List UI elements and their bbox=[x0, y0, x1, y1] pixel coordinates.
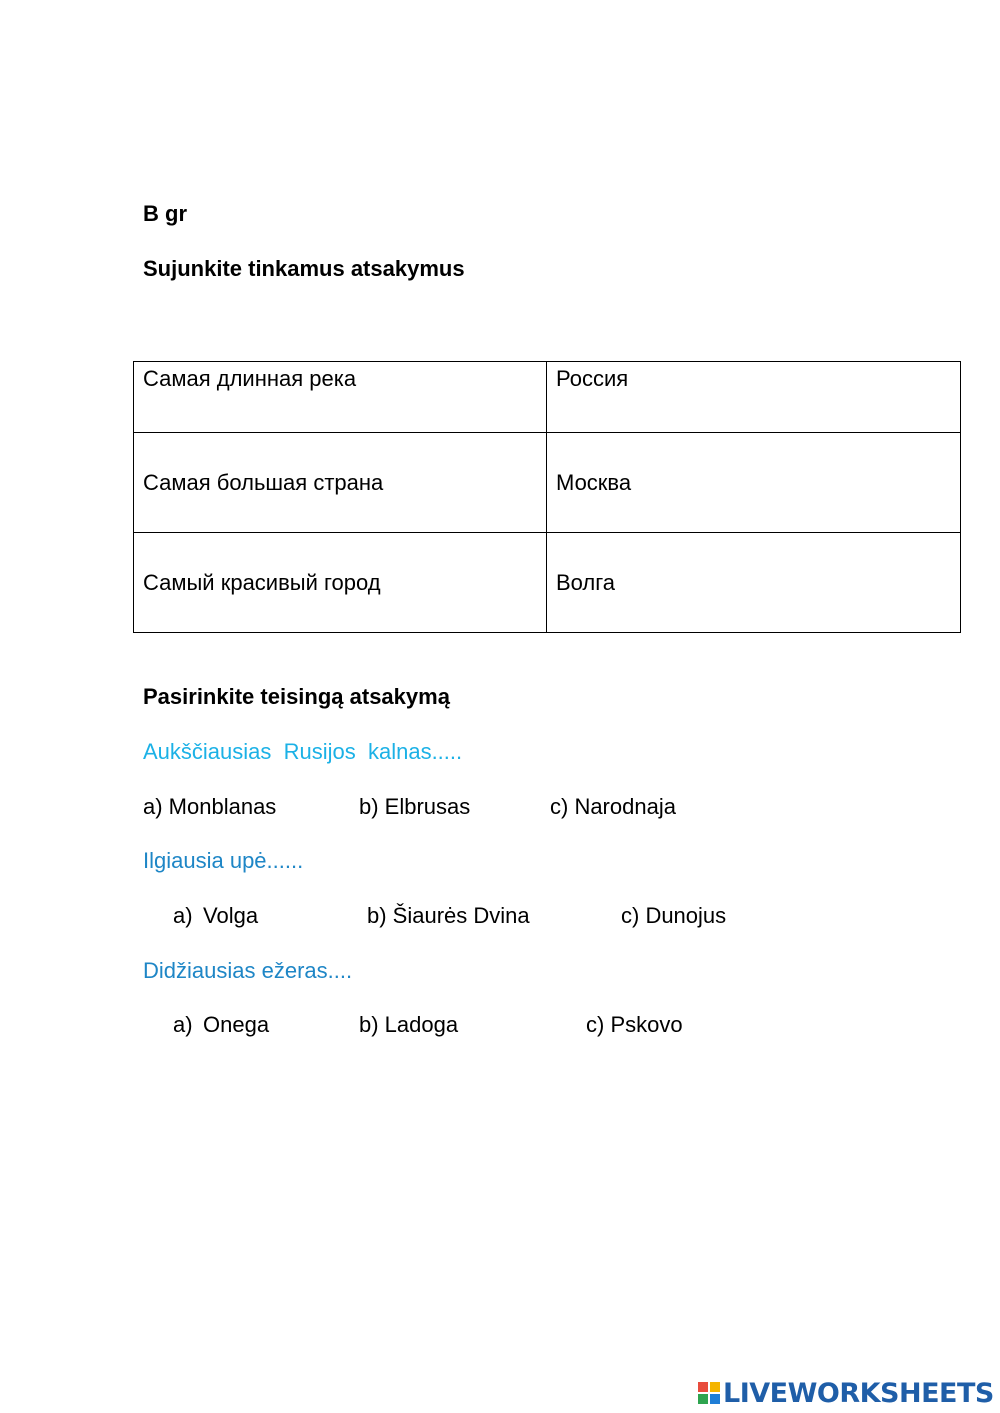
match-right-cell[interactable]: Россия bbox=[547, 362, 961, 433]
matching-task-title: Sujunkite tinkamus atsakymus bbox=[143, 256, 465, 281]
question-2: Ilgiausia upė...... bbox=[143, 848, 304, 873]
match-left-cell[interactable]: Самая большая страна bbox=[134, 433, 547, 533]
question-2-option-a[interactable]: Volga bbox=[203, 903, 259, 928]
liveworksheets-logo bbox=[698, 1378, 994, 1408]
question-1: Aukščiausias Rusijos kalnas..... bbox=[143, 739, 463, 764]
question-2-option-a-marker: a) bbox=[173, 903, 193, 928]
question-2-option-b[interactable]: b) Šiaurės Dvina bbox=[367, 903, 530, 928]
table-row bbox=[134, 533, 961, 633]
group-label: B gr bbox=[143, 201, 187, 226]
match-right-cell[interactable]: Москва bbox=[547, 433, 961, 533]
question-1-option-a[interactable]: a) Monblanas bbox=[143, 794, 277, 819]
question-3-option-b[interactable]: b) Ladoga bbox=[359, 1012, 459, 1037]
question-1-option-c[interactable]: c) Narodnaja bbox=[550, 794, 676, 819]
question-3: Didžiausias ežeras.... bbox=[143, 958, 353, 983]
match-left-cell[interactable]: Самый красивый город bbox=[134, 533, 547, 633]
question-3-option-c[interactable]: c) Pskovo bbox=[586, 1012, 683, 1037]
question-3-option-a-marker: a) bbox=[173, 1012, 193, 1037]
question-1-option-b[interactable]: b) Elbrusas bbox=[359, 794, 471, 819]
table-row bbox=[134, 433, 961, 533]
question-2-option-c[interactable]: c) Dunojus bbox=[621, 903, 727, 928]
logo-text: LIVEWORKSHEETS bbox=[723, 1377, 994, 1409]
match-left-cell[interactable]: Самая длинная река bbox=[134, 362, 547, 433]
matching-table bbox=[133, 361, 961, 633]
match-right-cell[interactable]: Волга bbox=[547, 533, 961, 633]
table-row bbox=[134, 362, 961, 433]
question-3-option-a[interactable]: Onega bbox=[203, 1012, 270, 1037]
quiz-title: Pasirinkite teisingą atsakymą bbox=[143, 684, 450, 709]
logo-blocks-icon bbox=[698, 1382, 720, 1404]
